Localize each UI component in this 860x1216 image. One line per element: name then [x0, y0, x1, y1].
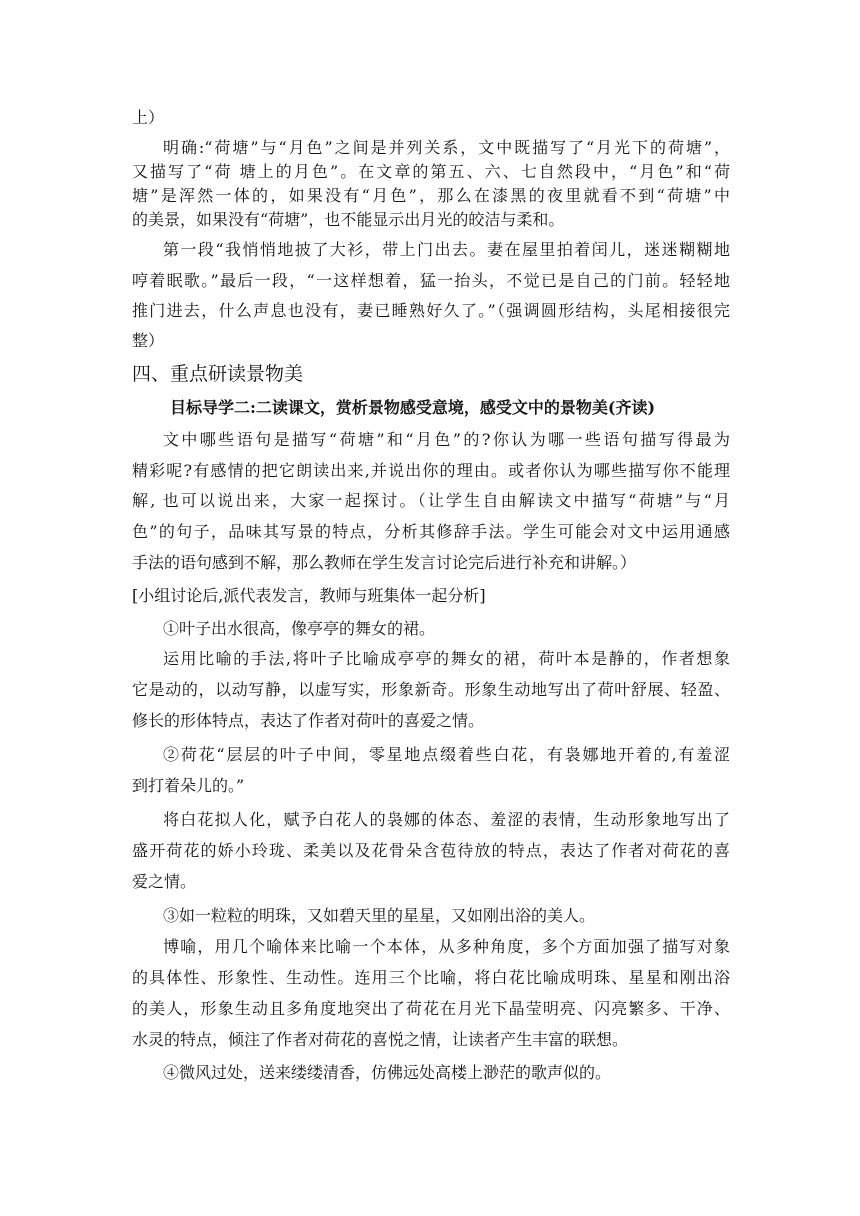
text-line: 推门进去，什么声息也没有，妻已睡熟好久了。”（强调圆形结构，头尾相接很完	[132, 301, 730, 320]
text-line: 它是动的，以动写静，以虚写实，形象新奇。形象生动地写出了荷叶舒展、轻盈、	[132, 680, 730, 699]
text-line: 整）	[132, 331, 165, 350]
discussion-note: [小组讨论后,派代表发言，教师与班集体一起分析]	[132, 586, 486, 605]
text-line: 博喻，用几个喻体来比喻一个本体，从多种角度，多个方面加强了描写对象	[163, 937, 730, 956]
example-quote: ④微风过处，送来缕缕清香，仿佛远处高楼上渺茫的歌声似的。	[163, 1063, 612, 1082]
text-line: 文中哪些语句是描写“荷塘”和“月色”的?你认为哪一些语句描写得最为	[163, 430, 730, 449]
example-quote: ①叶子出水很高，像亭亭的舞女的裙。	[163, 619, 436, 638]
text-line: 的美人，形象生动且多角度地突出了荷花在月光下晶莹明亮、闪亮繁多、干净、	[132, 999, 730, 1018]
text-line: 明确:“荷塘”与“月色”之间是并列关系，文中既描写了“月光下的荷塘”，	[163, 138, 730, 157]
text-line: 色”的句子，品味其写景的特点，分析其修辞手法。学生可能会对文中运用通感	[132, 522, 730, 541]
text-line: 爱之情。	[132, 872, 197, 891]
text-line: 解, 也可以说出来，大家一起探讨。（让学生自由解读文中描写“荷塘”与“月	[132, 491, 730, 510]
example-quote: ②荷花“层层的叶子中间，零星地点缀着些白花，有袅娜地开着的,有羞涩	[163, 745, 730, 764]
section-heading: 四、重点研读景物美	[132, 363, 304, 385]
continuation-line: 上）	[132, 108, 165, 127]
text-line: 精彩呢?有感情的把它朗读出来,并说出你的理由。或者你认为哪些描写你不能理	[132, 461, 730, 480]
text-line: 塘”是浑然一体的，如果没有“月色”，那么在漆黑的夜里就看不到“荷塘”中	[132, 186, 730, 205]
learning-goal: 目标导学二:二读课文，赏析景物感受意境，感受文中的景物美(齐读)	[170, 398, 656, 417]
text-line: 将白花拟人化，赋予白花人的袅娜的体态、羞涩的表情，生动形象地写出了	[163, 810, 730, 829]
text-line: 水灵的特点，倾注了作者对荷花的喜悦之情，让读者产生丰富的联想。	[132, 1030, 629, 1049]
text-line: 哼着眠歌。”最后一段，“一这样想着，猛一抬头，不觉已是自己的门前。轻轻地	[132, 271, 730, 290]
example-quote: ③如一粒粒的明珠，又如碧天里的星星，又如刚出浴的美人。	[163, 906, 596, 925]
text-line: 又描写了“荷 塘上的月色”。在文章的第五、六、七自然段中，“月色”和“荷	[132, 162, 730, 181]
text-line: 运用比喻的手法,将叶子比喻成亭亭的舞女的裙，荷叶本是静的，作者想象	[163, 649, 730, 668]
text-line: 的美景，如果没有“荷塘”，也不能显示出月光的皎洁与柔和。	[132, 210, 565, 229]
text-line: 修长的形体特点，表达了作者对荷叶的喜爱之情。	[132, 711, 485, 730]
text-line: 盛开荷花的娇小玲珑、柔美以及花骨朵含苞待放的特点，表达了作者对荷花的喜	[132, 841, 730, 860]
text-line: 第一段“我悄悄地披了大衫，带上门出去。妻在屋里拍着闰儿，迷迷糊糊地	[163, 240, 730, 259]
example-quote: 到打着朵儿的。”	[132, 776, 245, 795]
text-line: 手法的语句感到不解，那么教师在学生发言讨论完后进行补充和讲解。）	[132, 553, 637, 572]
text-line: 的具体性、形象性、生动性。连用三个比喻，将白花比喻成明珠、星星和刚出浴	[132, 968, 730, 987]
